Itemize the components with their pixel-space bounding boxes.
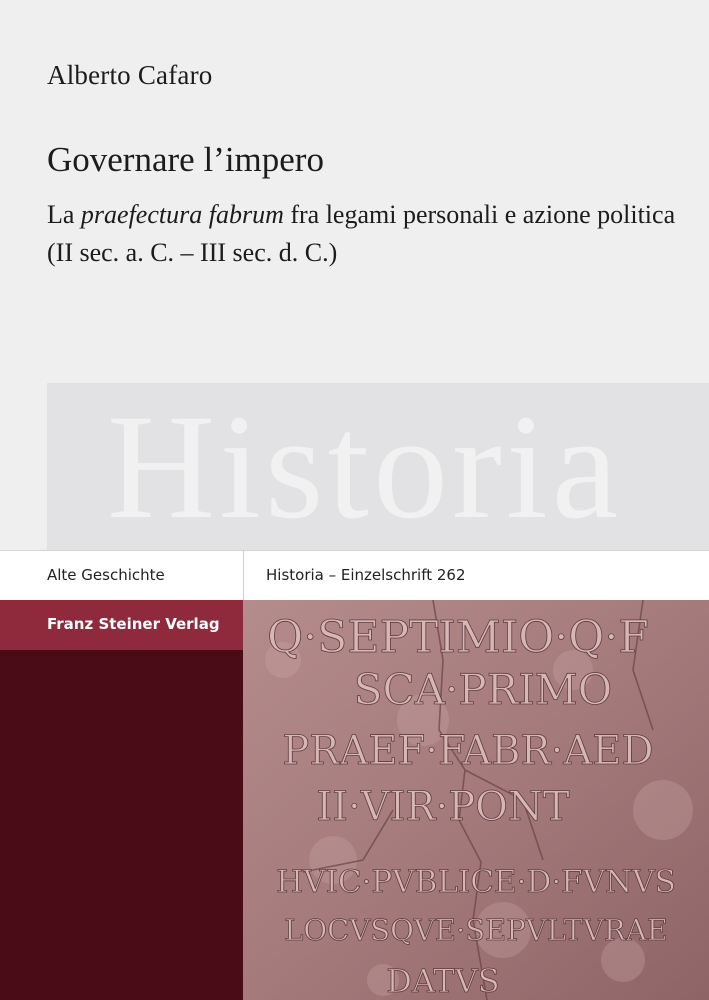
series-label: Historia – Einzelschrift 262	[266, 566, 466, 584]
subtitle-post: fra legami personali e azione politica (II sec. a. C. – III sec. d. C.)	[47, 200, 676, 267]
series-watermark: Historia	[107, 384, 623, 550]
subject-label: Alte Geschichte	[47, 566, 165, 584]
inscription-line-1: Q·SEPTIMIO·Q·F	[267, 612, 649, 663]
inscription-line-5: HVIC·PVBLICE·D·FVNVS	[276, 864, 676, 900]
band-left-margin	[0, 383, 47, 550]
cover-top-area	[0, 0, 709, 383]
info-strip-divider	[243, 550, 244, 600]
inscription-line-6: LOCVSQVE·SEPVLTVRAE	[284, 913, 668, 947]
inscription-photo	[243, 600, 709, 1000]
dark-panel	[0, 650, 243, 1000]
book-subtitle	[47, 196, 687, 272]
inscription-line-7: DATVS	[386, 962, 500, 1000]
inscription-stone	[243, 600, 709, 1000]
inscription-line-4: II·VIR·PONT	[316, 784, 570, 830]
inscription-line-2: SCA·PRIMO	[353, 665, 613, 714]
author-name: Alberto Cafaro	[47, 60, 213, 90]
subtitle-italic: praefectura fabrum	[80, 200, 284, 229]
book-title: Governare l’impero	[47, 140, 324, 179]
series-watermark-band	[47, 383, 709, 550]
subtitle-pre: La	[47, 200, 81, 229]
publisher-name: Franz Steiner Verlag	[47, 615, 220, 633]
inscription-line-3: PRAEF·FABR·AED	[282, 728, 654, 774]
